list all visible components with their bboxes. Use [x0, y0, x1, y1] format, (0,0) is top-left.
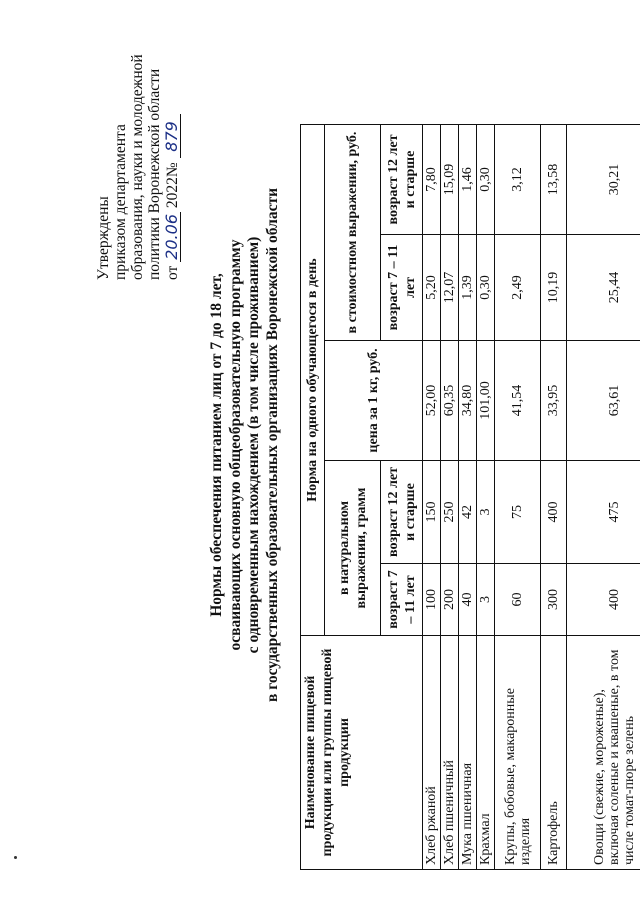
- handwritten-date: 20.06: [162, 213, 181, 260]
- approval-line-4: политики Воронежской области: [146, 68, 163, 280]
- product-name: Мука пшеничная: [459, 636, 477, 870]
- header-natural: в натуральном выражении, грамм: [325, 461, 381, 636]
- price-per-kg: 101,00: [477, 341, 495, 461]
- approval-block: [95, 30, 181, 280]
- price-per-kg: 60,35: [441, 341, 459, 461]
- grams-7-11: 100: [423, 564, 441, 636]
- product-name: Картофель: [541, 636, 567, 870]
- price-per-kg: 34,80: [459, 341, 477, 461]
- price-per-kg: 63,61: [567, 341, 640, 461]
- grams-12: 150: [423, 461, 441, 564]
- header-product-name: Наименование пищевой продукции или группы пищевой продукции: [301, 636, 423, 870]
- title-line-4: в государственных образовательных организациях Воронежской области: [263, 187, 281, 703]
- cost-12: 13,58: [541, 125, 567, 235]
- scan-speck: [14, 856, 17, 859]
- cost-7-11: 10,19: [541, 235, 567, 341]
- approval-date-line: [163, 30, 181, 280]
- approval-line-3: образования, науки и молодежной: [129, 54, 146, 280]
- cost-12: 30,21: [567, 125, 640, 235]
- cost-7-11: 0,30: [477, 235, 495, 341]
- table-row: [495, 125, 541, 870]
- header-age-cost-7-11: возраст 7 – 11 лет: [381, 235, 423, 341]
- price-per-kg: 41,54: [495, 341, 541, 461]
- approval-line-2: приказом департамента: [112, 124, 129, 280]
- price-per-kg: 33,95: [541, 341, 567, 461]
- header-norm: Норма на одного обучающегося в день: [301, 125, 325, 636]
- grams-12: 42: [459, 461, 477, 564]
- product-name: Крахмал: [477, 636, 495, 870]
- header-age-natural-12: возраст 12 лет и старше: [381, 461, 423, 564]
- grams-7-11: 300: [541, 564, 567, 636]
- cost-7-11: 2,49: [495, 235, 541, 341]
- year-text: 2022: [164, 177, 181, 209]
- table-row: [459, 125, 477, 870]
- table-row: [567, 125, 640, 870]
- table-row: [541, 125, 567, 870]
- header-price: цена за 1 кг, руб.: [325, 341, 423, 461]
- approval-line-1: Утверждены: [95, 196, 112, 280]
- grams-7-11: 3: [477, 564, 495, 636]
- table-row: [441, 125, 459, 870]
- cost-12: 1,46: [459, 125, 477, 235]
- cost-7-11: 25,44: [567, 235, 640, 341]
- number-sign: №: [164, 162, 181, 178]
- cost-12: 7,80: [423, 125, 441, 235]
- cost-7-11: 1,39: [459, 235, 477, 341]
- handwritten-number: 879: [163, 114, 181, 158]
- product-name: Крупы, бобовые, макаронные изделия: [495, 636, 541, 870]
- grams-7-11: 40: [459, 564, 477, 636]
- header-cost: в стоимостном выражении, руб.: [325, 125, 381, 341]
- cost-7-11: 12,07: [441, 235, 459, 341]
- grams-7-11: 400: [567, 564, 640, 636]
- grams-7-11: 60: [495, 564, 541, 636]
- price-per-kg: 52,00: [423, 341, 441, 461]
- grams-12: 250: [441, 461, 459, 564]
- grams-12: 3: [477, 461, 495, 564]
- table-row: [477, 125, 495, 870]
- cost-12: 3,12: [495, 125, 541, 235]
- title-line-2: осваивающих основную общеобразовательную программу: [226, 239, 244, 651]
- grams-12: 75: [495, 461, 541, 564]
- from-label: от: [164, 265, 181, 280]
- grams-12: 475: [567, 461, 640, 564]
- title-line-1: Нормы обеспечения питанием лиц от 7 до 18 лет,: [208, 273, 225, 617]
- header-age-natural-7-11: возраст 7 – 11 лет: [381, 564, 423, 636]
- header-age-cost-12: возраст 12 лет и старше: [381, 125, 423, 235]
- nutrition-norms-table: [300, 124, 640, 870]
- product-name: Хлеб пшеничный: [441, 636, 459, 870]
- product-name: Овощи (свежие, мороженые), включая соленые и квашеные, в том числе томат-пюре зелень: [567, 636, 640, 870]
- title-line-3: с одновременным нахождением (в том числе проживанием): [245, 236, 262, 654]
- cost-7-11: 5,20: [423, 235, 441, 341]
- grams-7-11: 200: [441, 564, 459, 636]
- product-name: Хлеб ржаной: [423, 636, 441, 870]
- cost-12: 0,30: [477, 125, 495, 235]
- cost-12: 15,09: [441, 125, 459, 235]
- table-row: [423, 125, 441, 870]
- grams-12: 400: [541, 461, 567, 564]
- document-title: [208, 25, 282, 865]
